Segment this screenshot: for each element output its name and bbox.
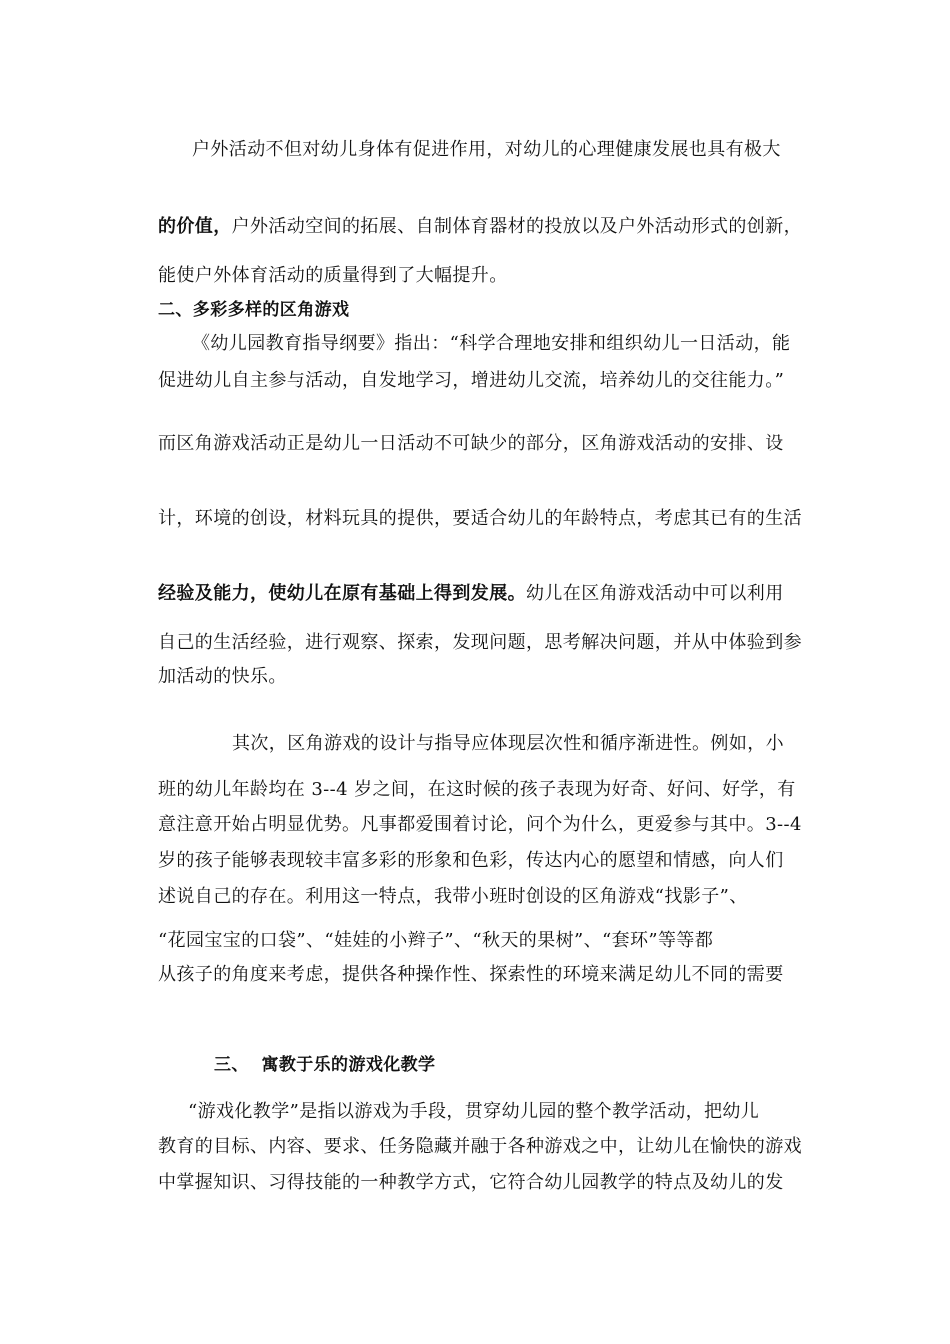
- paragraph-line: 从孩子的角度来考虑，提供各种操作性、探索性的环境来满足幼儿不同的需要: [158, 964, 784, 985]
- text-run: 。例如，小: [692, 733, 785, 754]
- paragraph-line: 班的幼儿年龄均在 3--4 岁之间，在这时候的孩子表现为好奇、好问、好学，有: [158, 779, 796, 800]
- paragraph-line: 意注意开始占明显优势。凡事都爱围着讨论，问个为什么，更爱参与其中。3--4: [158, 814, 802, 835]
- text-run: 幼儿在区角游戏活动中可以利用: [526, 583, 784, 604]
- section-heading: [214, 1052, 435, 1078]
- text-run: 其次，: [232, 733, 288, 754]
- paragraph-line: 计，环境的创设，材料玩具的提供，要适合幼儿的年龄特点，考虑其已有的生活: [158, 508, 802, 529]
- text-run: 不但对幼儿身体有促进作用，对幼儿的心理健康发展也具有极大: [265, 139, 781, 160]
- paragraph-line: 加活动的快乐。: [158, 666, 287, 687]
- text-run: 而区角游戏活动正是幼儿一日活动不可缺少的部分，: [158, 433, 582, 454]
- paragraph-line: “花园宝宝的口袋”、“娃娃的小辫子”、“秋天的果树”、“套环”等等都: [158, 930, 714, 951]
- paragraph-line: 《幼儿园教育指导纲要》指出：“科学合理地安排和组织幼儿一日活动，能: [192, 333, 791, 354]
- text-run: 区角游戏的设计与指导应体现层次性和循序渐进性: [287, 733, 693, 754]
- paragraph-line: 教育的目标、内容、要求、任务隐藏并融于各种游戏之中，让幼儿在愉快的游戏: [158, 1136, 802, 1157]
- text-run: 经验及能力，使幼儿在原有基础上得到发展。: [158, 583, 526, 604]
- paragraph-line: [232, 730, 784, 757]
- heading-text: 寓教于乐的游戏化教学: [261, 1055, 436, 1075]
- paragraph-line: 自己的生活经验，进行观察、探索，发现问题，思考解决问题，并从中体验到参: [158, 632, 802, 653]
- paragraph-line: 能使户外体育活动的质量得到了大幅提升。: [158, 265, 508, 286]
- heading-number: 三、: [214, 1055, 249, 1075]
- text-run: 区角游戏活动的安排、设: [581, 433, 784, 454]
- section-heading: 二、多彩多样的区角游戏: [158, 300, 350, 320]
- paragraph-line: [158, 430, 784, 457]
- text-run: 的价值，: [158, 216, 232, 237]
- paragraph-line: [192, 136, 781, 163]
- text-run: 户外活动: [192, 139, 266, 160]
- paragraph-line: “游戏化教学”是指以游戏为手段，贯穿幼儿园的整个教学活动，把幼儿: [188, 1101, 760, 1122]
- paragraph-line: 岁的孩子能够表现较丰富多彩的形象和色彩，传达内心的愿望和情感，向人们: [158, 850, 784, 871]
- paragraph-line: 促进幼儿自主参与活动，自发地学习，增进幼儿交流，培养幼儿的交往能力。”: [158, 370, 785, 391]
- paragraph-line: [158, 213, 802, 240]
- text-run: 户外活动空间的拓展、自制体育器材的投放以及户外活动形式的创新，: [231, 216, 803, 237]
- paragraph-line: [158, 580, 784, 607]
- paragraph-line: 中掌握知识、习得技能的一种教学方式，它符合幼儿园教学的特点及幼儿的发: [158, 1172, 784, 1193]
- paragraph-line: 述说自己的存在。利用这一特点，我带小班时创设的区角游戏“找影子”、: [158, 886, 748, 907]
